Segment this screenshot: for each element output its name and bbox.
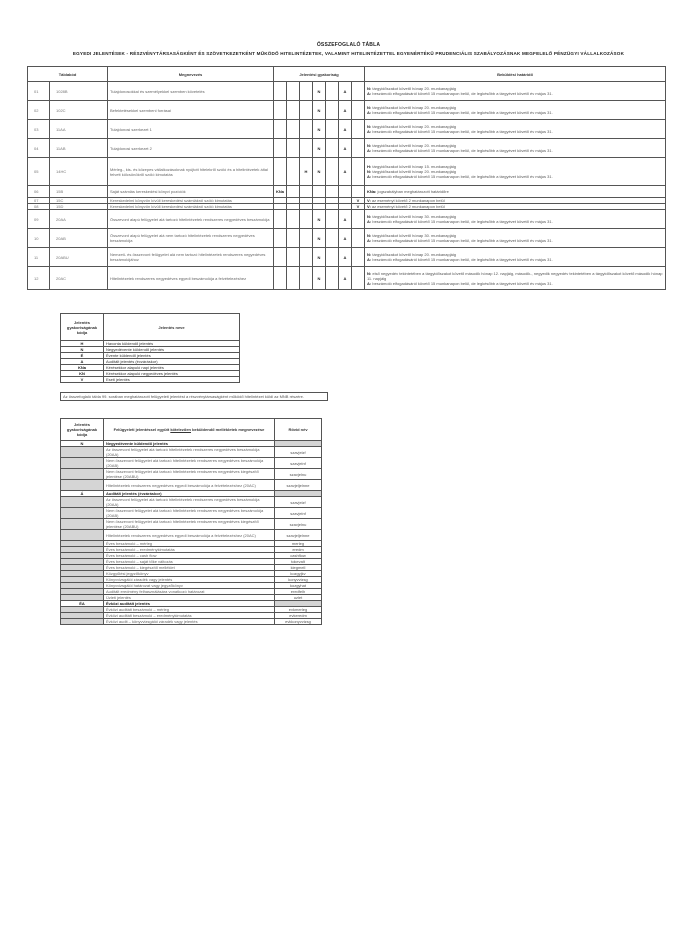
deadline-key: N:	[367, 252, 372, 257]
attachments-name: Éves beszámoló – mérleg	[104, 541, 275, 547]
row-code: 15C	[50, 198, 108, 204]
attachments-row	[61, 458, 322, 469]
frequency-cell	[300, 101, 313, 120]
attachments-name: Éves beszámoló – eredménykimutatás	[104, 547, 275, 553]
frequency-cell	[274, 210, 287, 229]
table-row	[28, 158, 666, 186]
attachments-name: Üzleti jelentés	[104, 595, 275, 601]
frequency-cell	[274, 229, 287, 248]
attachments-short-name: evkeredm	[275, 613, 322, 619]
deadline-line	[367, 129, 663, 134]
attachments-short-name: evkkonyvvizsg	[275, 619, 322, 625]
frequency-cell	[326, 210, 339, 229]
attachments-row	[61, 508, 322, 519]
attachments-table	[60, 418, 322, 625]
attachments-name: Közgyűlési jegyzőkönyv	[104, 571, 275, 577]
deadline-text: beszámoló elfogadásáról követő 15 munkanapon belül, de legkésőbb a tárgyévet követő év május 31.	[371, 238, 553, 243]
deadline-text: beszámoló elfogadásáról követő 15 munkanapon belül, de legkésőbb a tárgyévet követő év május 31.	[371, 257, 553, 262]
deadline-line	[367, 148, 663, 153]
deadline-key: A:	[367, 148, 372, 153]
frequency-cell	[274, 82, 287, 101]
attachments-name: Évközi auditált beszámoló – mérleg	[104, 607, 275, 613]
attachments-name: Auditált eredmény felhasználására vonatkozó határozat	[104, 589, 275, 595]
deadline-key: V:	[367, 204, 371, 209]
attachments-name: Auditált jelentés (évzáráskor)	[104, 491, 275, 497]
legend-code: KN	[61, 371, 104, 377]
frequency-cell	[352, 158, 365, 186]
legend-code: A	[61, 359, 104, 365]
attachments-row	[61, 519, 322, 530]
table-row	[28, 248, 666, 267]
deadline-text: tárgyidőszakot követő hónap 20. munkanapjáig	[371, 252, 456, 257]
header-hatarido: Beküldési határidő	[365, 67, 666, 82]
row-name: Tulajdonosi szerkezet 1	[108, 120, 274, 139]
frequency-cell: N	[313, 158, 326, 186]
frequency-cell	[352, 248, 365, 267]
frequency-cell	[274, 120, 287, 139]
attachments-name: Éves beszámoló – saját tőke változás	[104, 559, 275, 565]
frequency-cell	[326, 158, 339, 186]
legend-code: V	[61, 377, 104, 383]
deadline-line	[367, 198, 663, 203]
deadline-line	[367, 271, 663, 281]
deadline-key: N:	[367, 143, 372, 148]
attachments-code	[61, 469, 104, 480]
attachments-code	[61, 497, 104, 508]
attachments-name: Nem összevont felügyelet alá tartozó hitelintézetek rendszeres negyedéves beszámolója (20AB)	[104, 508, 275, 519]
attachments-name: Könyvvizsgálói záradék vagy jelentés	[104, 577, 275, 583]
row-deadline	[365, 186, 666, 198]
attachments-short-name: eredm	[275, 547, 322, 553]
legend-code: H	[61, 341, 104, 347]
frequency-cell	[352, 210, 365, 229]
row-code: 11AB	[50, 139, 108, 158]
deadline-key: N:	[367, 105, 372, 110]
row-name: Kereskedelmi könyvön kívüli kereskedési számlákról szóló kimutatás	[108, 198, 274, 204]
legend-code-header: Jelentés gyakoriságának kódja	[61, 314, 104, 341]
attachments-code	[61, 447, 104, 458]
frequency-cell	[287, 248, 300, 267]
frequency-cell	[287, 120, 300, 139]
frequency-cell: H	[300, 158, 313, 186]
row-deadline	[365, 82, 666, 101]
attachments-name: Negyedévente küldendő jelentés	[104, 441, 275, 447]
frequency-cell	[274, 101, 287, 120]
frequency-cell: A	[339, 82, 352, 101]
attachments-short-name: kozgyhat	[275, 583, 322, 589]
deadline-text: beszámoló elfogadásáról követő 15 munkanapon belül, de legkésőbb a tárgyévet követő év május 31.	[371, 129, 553, 134]
frequency-cell	[352, 267, 365, 290]
deadline-text: beszámoló elfogadásáról követő 15 munkanapon belül, de legkésőbb a tárgyévet követő év május 31.	[371, 110, 553, 115]
deadline-text: beszámoló elfogadásáról követő 15 munkanapon belül, de legkésőbb a tárgyévet követő év május 31.	[371, 148, 553, 153]
row-deadline	[365, 229, 666, 248]
attachments-name: Éves beszámoló – cash flow	[104, 553, 275, 559]
row-number: 03	[28, 120, 50, 139]
frequency-cell	[274, 139, 287, 158]
frequency-cell	[287, 229, 300, 248]
frequency-cell	[326, 82, 339, 101]
page-subtitle: EGYEDI JELENTÉSEK - RÉSZVÉNYTÁRSASÁGKÉNT ÉS SZÖVETKEZETKÉNT MŰKÖDŐ HITELINTÉZETEK, VALAMINT HITELINTÉZETTEL EGYENÉRTÉKŰ PRUDENCIÁLIS SZABÁLYOZÁSNAK MEGFELELŐ PÉNZÜGYI VÁLLALKOZÁSOK	[72, 51, 625, 56]
frequency-cell: A	[339, 158, 352, 186]
page-title: ÖSSZEFOGLALÓ TÁBLA	[316, 42, 381, 48]
frequency-cell	[326, 248, 339, 267]
row-number: 02	[28, 101, 50, 120]
deadline-key: V:	[367, 198, 371, 203]
table-row	[28, 267, 666, 290]
legend-code: N	[61, 347, 104, 353]
attachments-short-name: szavjelnu	[275, 469, 322, 480]
frequency-cell	[287, 210, 300, 229]
attachments-code	[61, 508, 104, 519]
attachments-short-name: eredfelh	[275, 589, 322, 595]
deadline-text: tárgyidőszakot követő hónap 20. munkanapjáig	[371, 86, 456, 91]
attachments-code	[61, 480, 104, 491]
row-number: 11	[28, 248, 50, 267]
attachments-code-header: Jelentés gyakoriságának kódja	[61, 419, 104, 441]
frequency-cell	[274, 267, 287, 290]
legend-name-header: Jelentés neve	[104, 314, 240, 341]
deadline-text: jogszabályban meghatározott határidőre	[376, 189, 449, 194]
frequency-cell	[300, 229, 313, 248]
deadline-text: az eseményt követő 2 munkanapon belül	[370, 204, 445, 209]
frequency-cell: N	[313, 139, 326, 158]
frequency-cell	[287, 82, 300, 101]
row-name: Nemzeti- és összevont felügyelet alá nem tartozó hitelintézetek rendszeres negyedéves beszámolójához	[108, 248, 274, 267]
attachments-short-name: szavjeljelnne	[275, 530, 322, 541]
frequency-cell	[352, 139, 365, 158]
frequency-cell	[274, 158, 287, 186]
deadline-text: tárgyidőszakot követő hónap 20. munkanapjáig	[371, 143, 456, 148]
deadline-text: tárgyidőszakot követő hónap 30. munkanapjáig	[371, 214, 456, 219]
attachments-name: Hitelintézetek rendszeres negyedéves egyedi beszámolója a felvételezéshez (20AC)	[104, 530, 275, 541]
frequency-cell	[287, 158, 300, 186]
attachments-short-name: cashflow	[275, 553, 322, 559]
deadline-key: A:	[367, 174, 372, 179]
attachments-short-name: konyvvizsg	[275, 577, 322, 583]
table-row	[28, 139, 666, 158]
row-number: 04	[28, 139, 50, 158]
legend-code: É	[61, 353, 104, 359]
attachments-code: Á	[61, 491, 104, 497]
deadline-line	[367, 219, 663, 224]
row-deadline	[365, 248, 666, 267]
frequency-cell	[313, 186, 326, 198]
row-number: 05	[28, 158, 50, 186]
row-deadline	[365, 158, 666, 186]
table-row	[28, 186, 666, 198]
row-code: 14HC	[50, 158, 108, 186]
frequency-cell: A	[339, 229, 352, 248]
frequency-cell: N	[313, 101, 326, 120]
deadline-line	[367, 189, 663, 194]
deadline-text: tárgyidőszakot követő hónap 15. munkanapjáig	[371, 164, 456, 169]
legend-name: Évente küldendő jelentés	[104, 353, 240, 359]
frequency-cell	[326, 101, 339, 120]
attachments-code	[61, 619, 104, 625]
row-name: Mérleg-, kis- és közepes vállalkozásoknak nyújtott hitelekről szóló és a hitelintézetek által felvett kölcsönökről szóló kimutatás	[108, 158, 274, 186]
deadline-text: beszámoló elfogadásáról követő 15 munkanapon belül, de legkésőbb a tárgyévet követő év május 31.	[371, 91, 553, 96]
attachments-header-post: beküldendő mellékletek megnevezése	[190, 427, 265, 432]
deadline-text: tárgyidőszakot követő hónap 30. munkanapjáig	[371, 233, 456, 238]
frequency-cell	[300, 186, 313, 198]
row-code: 102C	[50, 101, 108, 120]
legend-name: Kérésekkor alapuló negyedéves jelentés	[104, 371, 240, 377]
deadline-key: N:	[367, 233, 372, 238]
frequency-cell: A	[339, 139, 352, 158]
frequency-cell	[287, 186, 300, 198]
table-row	[28, 229, 666, 248]
row-number: 08	[28, 204, 50, 210]
summary-table	[27, 66, 666, 290]
attachments-name-header	[104, 419, 275, 441]
attachments-short-name: szavjelzf	[275, 447, 322, 458]
frequency-cell: A	[339, 248, 352, 267]
row-number: 09	[28, 210, 50, 229]
row-deadline	[365, 210, 666, 229]
attachments-name: Nem összevont felügyelet alá tartozó hitelintézetek rendszeres negyedéves kiegészítő jelentése (20ABU)	[104, 519, 275, 530]
row-code: 15B	[50, 186, 108, 198]
attachments-code: N	[61, 441, 104, 447]
deadline-line	[367, 238, 663, 243]
deadline-key: H:	[367, 164, 372, 169]
table-row	[28, 82, 666, 101]
deadline-key: N:	[367, 169, 372, 174]
row-name: Tulajdonosi szerkezet 2	[108, 139, 274, 158]
deadline-text: beszámoló elfogadásáról követő 15 munkanapon belül, de legkésőbb a tárgyévet követő év május 31.	[371, 219, 553, 224]
row-deadline	[365, 267, 666, 290]
attachments-row	[61, 530, 322, 541]
frequency-cell	[326, 186, 339, 198]
note-box: Az összefoglaló tábla 99. sorában meghatározott felügyeleti jelentést a részvénytársaságként működő hitelintézet küldi az MNB részére.	[60, 392, 328, 401]
frequency-cell: A	[339, 120, 352, 139]
attachments-code	[61, 458, 104, 469]
frequency-cell	[326, 229, 339, 248]
frequency-cell: N	[313, 267, 326, 290]
attachments-name: Könyvvizsgálói határozat vagy jegyzőkönyv	[104, 583, 275, 589]
deadline-key: A:	[367, 238, 372, 243]
frequency-cell	[326, 267, 339, 290]
deadline-line	[367, 257, 663, 262]
frequency-cell	[326, 120, 339, 139]
frequency-cell: V	[352, 204, 365, 210]
deadline-text: első negyedév tekintetében a tárgyidőszakot követő második hónap 12. napjáig, második-, negyedik negyedév tekintetében a tárgyidőszakot követő második hónap 11. napjáig	[367, 270, 663, 281]
deadline-key: N:	[367, 124, 372, 129]
deadline-text: az eseményt követő 2 munkanapon belül	[370, 198, 445, 203]
row-number: 07	[28, 198, 50, 204]
frequency-cell	[352, 101, 365, 120]
frequency-cell	[339, 186, 352, 198]
deadline-key: A:	[367, 257, 372, 262]
frequency-cell: A	[339, 210, 352, 229]
attachments-row	[61, 480, 322, 491]
row-code: 11AA	[50, 120, 108, 139]
legend-name: Negyedévente küldendő jelentés	[104, 347, 240, 353]
attachments-short-name: kozgyjkv	[275, 571, 322, 577]
row-deadline	[365, 120, 666, 139]
row-deadline	[365, 101, 666, 120]
frequency-cell	[300, 267, 313, 290]
attachments-short-name: szavjeljelnne	[275, 480, 322, 491]
attachments-short-name: kiegmell	[275, 565, 322, 571]
deadline-text: tárgyidőszakot követő hónap 20. munkanapjáig	[371, 105, 456, 110]
frequency-cell: A	[339, 101, 352, 120]
deadline-line	[367, 174, 663, 179]
row-number: 06	[28, 186, 50, 198]
attachments-code	[61, 519, 104, 530]
deadline-key: N:	[367, 270, 372, 276]
frequency-cell	[287, 139, 300, 158]
deadline-key: A:	[367, 91, 372, 96]
row-name: Befektetésekkel szembeni forrásai	[108, 101, 274, 120]
deadline-key: A:	[367, 110, 372, 115]
row-name: Saját számlás kereskedési könyvi pozíciók	[108, 186, 274, 198]
row-number: 10	[28, 229, 50, 248]
row-code: 15D	[50, 204, 108, 210]
attachments-short-name: tokevalt	[275, 559, 322, 565]
frequency-cell	[326, 139, 339, 158]
deadline-key: N:	[367, 214, 372, 219]
attachments-name: Hitelintézetek rendszeres negyedéves egyedi beszámolója a felvételezéshez (20AC)	[104, 480, 275, 491]
frequency-cell	[300, 210, 313, 229]
table-row	[28, 120, 666, 139]
attachments-code: ÉA	[61, 601, 104, 607]
summary-table-header	[28, 67, 666, 82]
attachments-header-mid: kötelezően	[170, 427, 191, 432]
deadline-key: A:	[367, 219, 372, 224]
frequency-cell	[287, 101, 300, 120]
attachments-short-name: szavjelnf	[275, 508, 322, 519]
attachments-short-name: merleg	[275, 541, 322, 547]
frequency-cell	[300, 248, 313, 267]
frequency-cell: V	[352, 198, 365, 204]
header-megnevezes: Megnevezés	[108, 67, 274, 82]
legend-name: Auditált jelentés (évzáráskor)	[104, 359, 240, 365]
frequency-cell	[352, 82, 365, 101]
frequency-cell	[274, 248, 287, 267]
frequency-cell	[352, 229, 365, 248]
legend-name: Eseti jelentés	[104, 377, 240, 383]
frequency-cell: N	[313, 248, 326, 267]
attachments-name: Az összevont felügyelet alá tartozó hitelintézetek rendszeres negyedéves beszámolója (20AA)	[104, 447, 275, 458]
frequency-legend-table	[60, 313, 240, 383]
attachments-short-name: uzlet	[275, 595, 322, 601]
header-tablakod: Táblakód	[28, 67, 108, 82]
row-name: Hitelintézetek rendszeres negyedéves egyedi beszámolója a felvételezéshez	[108, 267, 274, 290]
attachments-name: Nem összevont felügyelet alá tartozó hitelintézetek rendszeres negyedéves beszámolója (20AB)	[104, 458, 275, 469]
attachments-name: Évközi audit – könyvvizsgálói záradék vagy jelentés	[104, 619, 275, 625]
row-code: 20AB	[50, 229, 108, 248]
deadline-text: tárgyidőszakot követő hónap 20. munkanapjáig	[371, 124, 456, 129]
frequency-cell: N	[313, 210, 326, 229]
deadline-text: beszámoló elfogadásáról követő 15 munkanapon belül, de legkésőbb a tárgyévet követő év május 31.	[371, 280, 553, 286]
deadline-line	[367, 281, 663, 286]
deadline-line	[367, 91, 663, 96]
row-number: 01	[28, 82, 50, 101]
row-name: Összevont alapú felügyelet alá tartozó hitelintézetek rendszeres negyedéves beszámolója	[108, 210, 274, 229]
deadline-text: beszámoló elfogadásáról követő 15 munkanapon belül, de legkésőbb a tárgyévet követő év május 31.	[371, 174, 553, 179]
frequency-cell	[300, 120, 313, 139]
frequency-cell: N	[313, 120, 326, 139]
attachments-short-name: szavjelnf	[275, 458, 322, 469]
row-name: Tulajdonosokkal és személyekkel szemben követelés	[108, 82, 274, 101]
attachments-name: Évközi auditált beszámoló – eredménykimutatás	[104, 613, 275, 619]
legend-code: KNa	[61, 365, 104, 371]
frequency-cell: KNa	[274, 186, 287, 198]
frequency-cell: N	[313, 82, 326, 101]
deadline-key: A:	[367, 129, 372, 134]
row-code: 20ABU	[50, 248, 108, 267]
legend-row	[61, 377, 240, 383]
deadline-line	[367, 204, 663, 209]
deadline-key: KNa:	[367, 189, 377, 194]
frequency-cell: A	[339, 267, 352, 290]
attachments-name: Az összevont felügyelet alá tartozó hitelintézetek rendszeres negyedéves beszámolója (20AA)	[104, 497, 275, 508]
deadline-key: N:	[367, 86, 372, 91]
row-code: 1028B	[50, 82, 108, 101]
frequency-cell	[352, 186, 365, 198]
attachments-row	[61, 469, 322, 480]
frequency-cell	[300, 82, 313, 101]
attachments-code	[61, 530, 104, 541]
legend-name: Kérésekkor alapuló napi jelentés	[104, 365, 240, 371]
row-code: 20AC	[50, 267, 108, 290]
attachments-short-name: szavjelnu	[275, 519, 322, 530]
frequency-cell	[300, 139, 313, 158]
attachments-name: Éves beszámoló – kiegészítő melléklet	[104, 565, 275, 571]
frequency-cell	[287, 267, 300, 290]
attachments-row	[61, 447, 322, 458]
deadline-key: A:	[367, 280, 372, 286]
deadline-text: tárgyidőszakot követő hónap 20. munkanapjáig	[371, 169, 456, 174]
row-name: Kereskedelmi könyvön kívüli kereskedési számlákról szóló kimutatás	[108, 204, 274, 210]
frequency-cell	[352, 120, 365, 139]
row-number: 12	[28, 267, 50, 290]
attachments-header-pre: Felügyeleti jelentéssel együtt	[113, 427, 171, 432]
attachments-short-name: szavjelzf	[275, 497, 322, 508]
header-gyakorisag: Jelentési gyakoriság	[274, 67, 365, 82]
row-code: 20AA	[50, 210, 108, 229]
table-row	[28, 210, 666, 229]
attachments-short-name: evkmerleg	[275, 607, 322, 613]
table-row	[28, 101, 666, 120]
deadline-line	[367, 110, 663, 115]
row-deadline	[365, 139, 666, 158]
attachments-short-header: Rövid név	[275, 419, 322, 441]
attachments-row	[61, 497, 322, 508]
row-name: Összevont alapú felügyelet alá nem tartozó hitelintézetek rendszeres negyedéves beszámolója	[108, 229, 274, 248]
attachments-row	[61, 619, 322, 625]
attachments-name: Évközi auditált jelentés	[104, 601, 275, 607]
legend-name: Havonta küldendő jelentés	[104, 341, 240, 347]
attachments-name: Nem összevont felügyelet alá tartozó hitelintézetek rendszeres negyedéves kiegészítő jelentése (20ABU)	[104, 469, 275, 480]
frequency-cell: N	[313, 229, 326, 248]
